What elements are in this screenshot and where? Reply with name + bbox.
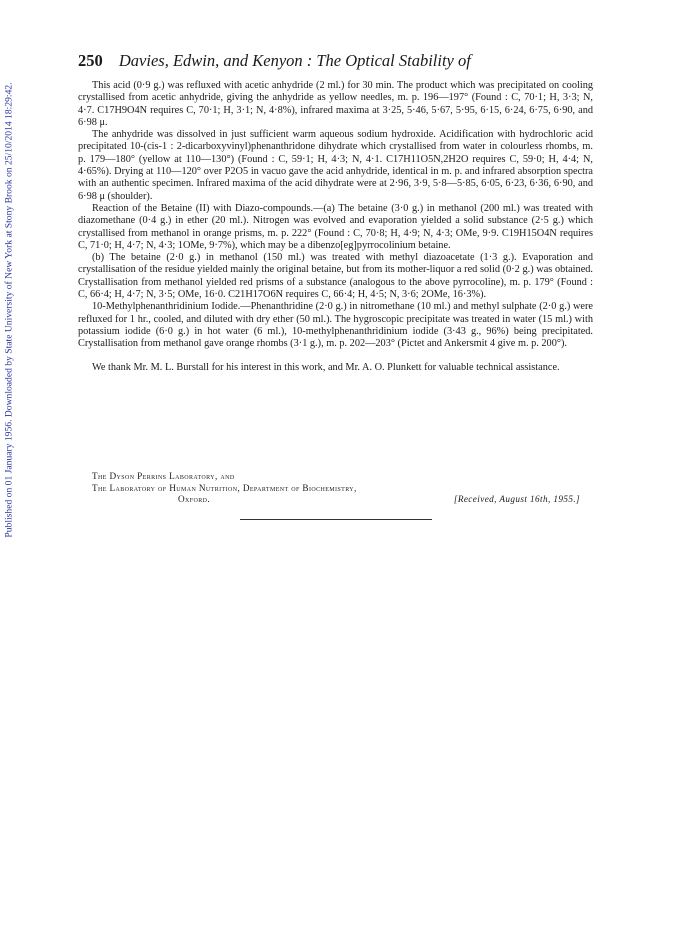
paragraph-iodide: 10-Methylphenanthridinium Iodide.—Phenanthridine (2·0 g.) in nitromethane (10 ml.) and methyl sulphate (2·0 g.) were refluxed for 1 hr., cooled, and diluted with dry ether (50 ml.). The hygroscopic precipitate was treated in water (15 ml.) with potassium iodide (6·0 g.) in hot water (6 ml.), 10-methylphenanthridinium iodide (3·43 g., 96%) being precipitated. Crystallisation from methanol gave orange rhombs (3·1 g.), m. p. 202—203° (Pictet and Ankersmit 4 give m. p. 200°).	[78, 301, 593, 350]
received-date: [Received, August 16th, 1955.]	[453, 494, 580, 504]
end-rule	[240, 519, 432, 520]
running-title: Davies, Edwin, and Kenyon : The Optical Stability of	[118, 51, 471, 70]
affiliation-block	[92, 471, 592, 506]
affiliation-line-3	[92, 494, 592, 506]
paragraph-betaine-b: (b) The betaine (2·0 g.) in methanol (150 ml.) was treated with methyl diazoacetate (1·3 g.). Evaporation and crystallisation of the residue yielded mainly the original betaine, but from its mother-liquor a red solid (0·2 g.) was obtained. Crystallisation from methanol yielded red prisms of a substance (analogous to the above pyrrocoline), m. p. 179° (Found : C, 66·4; H, 4·7; N, 3·5; OMe, 16·0. C21H17O6N requires C, 66·4; H, 4·5; N, 3·6; 2OMe, 16·3%).	[78, 252, 593, 301]
page-header	[78, 51, 598, 71]
paragraph-anhydride: This acid (0·9 g.) was refluxed with acetic anhydride (2 ml.) for 30 min. The product which was precipitated on cooling crystallised from acetic anhydride, giving the anhydride as yellow needles, m. p. 196—197° (Found : C, 70·1; H, 3·3; N, 4·7. C17H9O4N requires C, 70·1; H, 3·1; N, 4·8%), infrared maxima at 3·25, 5·46, 5·67, 5·95, 6·15, 6·24, 6·75, 6·90, and 6·98 μ.	[78, 80, 593, 128]
acknowledgements: We thank Mr. M. L. Burstall for his interest in this work, and Mr. A. O. Plunkett for valuable technical assistance.	[92, 361, 560, 373]
download-watermark-text: Published on 01 January 1956. Downloaded by State University of New York at Stony Brook on 25/10/2014 18:29:42.	[3, 82, 15, 538]
affiliation-city: Oxford.	[178, 494, 211, 504]
paragraph-dihydrate: The anhydride was dissolved in just sufficient warm aqueous sodium hydroxide. Acidification with hydrochloric acid precipitated 10-(cis-1 : 2-dicarboxyvinyl)phenanthridone dihydrate which crystallised from water in colourless rhombs, m. p. 179—180° (yellow at 110—130°) (Found : C, 59·1; H, 4·3; N, 4·1. C17H11O5N,2H2O requires C, 59·0; H, 4·4; N, 4·65%). Drying at 110—120° over P2O5 in vacuo gave the acid anhydride, identical in m. p. and infrared absorption spectra with an authentic specimen. Infrared maxima of the acid dihydrate were at 2·96, 3·9, 5·8—5·85, 6·05, 6·23, 6·36, 6·90, and 6·98 μ (shoulder).	[78, 129, 593, 202]
page-number: 250	[78, 51, 103, 70]
affiliation-line-1: The Dyson Perrins Laboratory, and	[92, 471, 235, 481]
download-watermark	[2, 0, 16, 620]
article-body	[78, 80, 593, 374]
affiliation-line-2: The Laboratory of Human Nutrition, Department of Biochemistry,	[92, 482, 357, 493]
paragraph-betaine-a: Reaction of the Betaine (II) with Diazo-compounds.—(a) The betaine (3·0 g.) in methanol (200 ml.) was treated with diazomethane (0·4 g.) in ether (20 ml.). Nitrogen was evolved and evaporation yielded a solid substance (2·5 g.) which crystallised from methanol in orange prisms, m. p. 222° (Found : C, 70·8; H, 4·9; N, 4·3; OMe, 9·9. C19H15O4N requires C, 71·0; H, 4·7; N, 4·3; 1OMe, 9·7%), which may be a dibenzo[eg]pyrrocolinium betaine.	[78, 202, 593, 251]
